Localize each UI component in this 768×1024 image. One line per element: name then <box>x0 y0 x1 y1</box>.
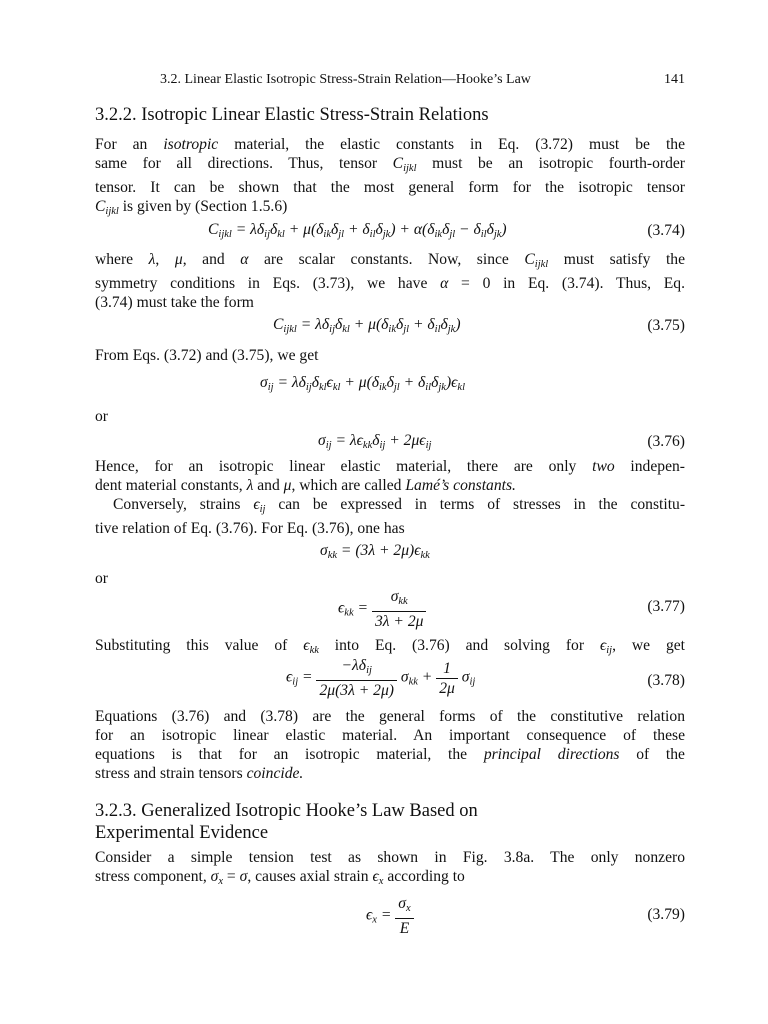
equation-number-3-77: (3.77) <box>647 598 685 615</box>
section-heading-3-2-3 <box>95 800 478 844</box>
paragraph-isotropic-intro: For an isotropic material, the elastic constants in Eq. (3.72) must be the same for all directions. Thus, tensor $C_{ijkl}$ must be an isotropic fourth-order tensor. It can be shown that the most general form for the isotropic tensor $C_{ijkl}$ is given by (Section 1.5.6) <box>95 136 685 217</box>
connector-or-1: or <box>95 408 108 425</box>
running-head-title: 3.2. Linear Elastic Isotropic Stress-Strain Relation—Hooke’s Law <box>160 72 531 87</box>
equation-number-3-75: (3.75) <box>647 317 685 334</box>
paragraph-tension-test: Consider a simple tension test as shown in Fig. 3.8a. The only nonzero stress component, $\sigma_x = \sigma$, causes axial strain $\epsilon_x$ according to <box>95 849 685 887</box>
page-number: 141 <box>664 72 685 87</box>
connector-or-2: or <box>95 570 108 587</box>
equation-3-79: $\epsilon_x$ = $\frac{\sigma_x}{E}$ <box>366 894 414 938</box>
equation-3-76: $\sigma_{ij} = \lambda\epsilon_{kk}\delta_{ij} + 2\mu\epsilon_{ij}$ <box>318 432 432 451</box>
equation-3-78: $\epsilon_{ij}$ = $\frac{-\lambda\delta_{ij}}{2\mu(3\lambda + 2\mu)}$ $\sigma_{kk}$ + $\frac{1}{2\mu}$ $\sigma_{ij}$ <box>286 657 476 699</box>
equation-number-3-79: (3.79) <box>647 906 685 923</box>
section-heading-3-2-2: 3.2.2. Isotropic Linear Elastic Stress-Strain Relations <box>95 105 489 125</box>
equation-sigma-expanded: $\sigma_{ij} = \lambda\delta_{ij}\delta_{kl}\epsilon_{kl} + \mu(\delta_{ik}\delta_{jl} + \delta_{il}\delta_{jk})\epsilon_{kl}$ <box>260 374 465 393</box>
equation-number-3-78: (3.78) <box>647 672 685 689</box>
section-heading-3-2-3-line1: 3.2.3. Generalized Isotropic Hooke’s Law Based on <box>95 801 478 821</box>
running-head <box>160 72 685 88</box>
equation-sigma-kk: $\sigma_{kk} = (3\lambda + 2\mu)\epsilon_{kk}$ <box>320 542 430 561</box>
equation-number-3-74: (3.74) <box>647 222 685 239</box>
paragraph-scalar-constants: where λ, μ, and α are scalar constants. Now, since $C_{ijkl}$ must satisfy the symmetry conditions in Eqs. (3.73), we have α = 0 in Eq. (3.74). Thus, Eq. (3.74) must take the form <box>95 251 685 311</box>
equation-3-74: $C_{ijkl} = \lambda\delta_{ij}\delta_{kl} + \mu(\delta_{ik}\delta_{jl} + \delta_{il}\delta_{jk}) + \alpha(\delta_{ik}\delta_{jl} - \delta_{il}\delta_{jk})$ <box>208 221 507 240</box>
section-heading-3-2-3-line2: Experimental Evidence <box>95 823 269 843</box>
equation-number-3-76: (3.76) <box>647 433 685 450</box>
equation-3-75: $C_{ijkl} = \lambda\delta_{ij}\delta_{kl} + \mu(\delta_{ik}\delta_{jl} + \delta_{il}\delta_{jk})$ <box>273 316 461 335</box>
paragraph-from-eqs: From Eqs. (3.72) and (3.75), we get <box>95 347 319 364</box>
paragraph-general-forms: Equations (3.76) and (3.78) are the general forms of the constitutive relation for an isotropic linear elastic material. An important consequence of these equations is that for an isotropic material, the principal directions of the stress and strain tensors coincide. <box>95 708 685 782</box>
paragraph-lame-constants: Hence, for an isotropic linear elastic material, there are only two indepen- dent material constants, λ and μ, which are called Lamé’s constants. Conversely, strains $\epsilon_{ij}$ can be expressed in terms of stresses in the constitu- tive relation of Eq. (3.76). For Eq. (3.76), one has <box>95 458 686 537</box>
paragraph-substituting: Substituting this value of $\epsilon_{kk}$ into Eq. (3.76) and solving for $\epsilon_{ij}$, we get <box>95 637 685 656</box>
equation-3-77: $\epsilon_{kk}$ = $\frac{\sigma_{kk}}{3\lambda + 2\mu}$ <box>338 587 426 631</box>
